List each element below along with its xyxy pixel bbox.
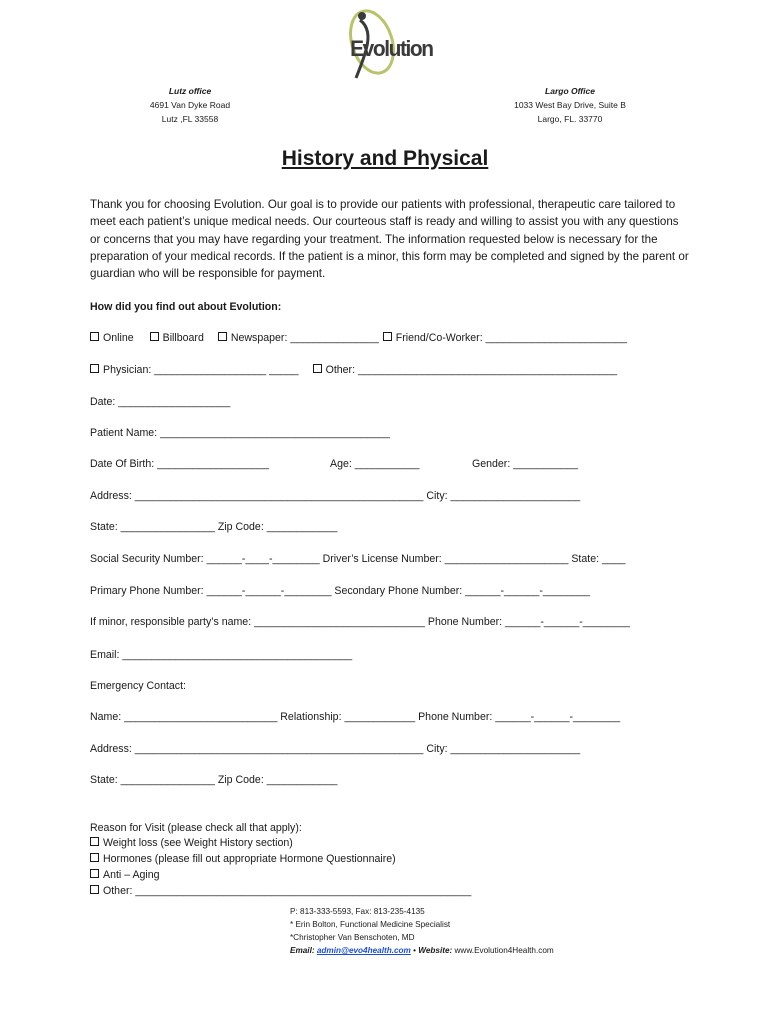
footer-email-label: Email: — [290, 946, 317, 955]
physician-checkbox[interactable] — [90, 364, 99, 373]
weight-checkbox[interactable] — [90, 837, 99, 846]
friend-checkbox[interactable] — [383, 332, 392, 341]
footer-staff-2: *Christopher Van Benschoten, MD — [290, 933, 415, 942]
footer-website[interactable]: www.Evolution4Health.com — [454, 946, 554, 955]
reason-other-option[interactable] — [90, 885, 471, 897]
physician-field[interactable]: Physician: ___________________ _____ — [103, 364, 299, 376]
largo-office-address — [495, 84, 645, 126]
logo-text: Evolution — [350, 36, 433, 61]
anti-aging-label: Anti – Aging — [103, 869, 160, 881]
lutz-office-address — [130, 84, 250, 126]
date-field[interactable]: Date: ___________________ — [90, 396, 231, 408]
hormones-checkbox[interactable] — [90, 853, 99, 862]
newspaper-field[interactable]: Newspaper: _______________ — [230, 332, 379, 344]
footer-staff-1: * Erin Bolton, Functional Medicine Specialist — [290, 920, 451, 929]
intro-paragraph: Thank you for choosing Evolution. Our goal is to provide our patients with professional, therapeutic care tailored to meet each patient’s unique medical needs. Our courteous staff is ready and willing to assist you with any questions or concerns that you may have regarding your treatment. The information requested below is necessary for the preparation of your medical records. If the patient is a minor, this form may be completed and signed by the parent or guardian who will be responsible for payment. — [90, 198, 689, 281]
page-title: History and Physical — [281, 147, 489, 170]
reason-anti-aging-option[interactable] — [90, 869, 160, 881]
largo-office-name: Largo Office — [545, 86, 595, 96]
emergency-state-zip-field[interactable]: State: ________________ Zip Code: ____________ — [90, 774, 338, 786]
emergency-contact-heading: Emergency Contact: — [90, 680, 186, 692]
other-reason-checkbox[interactable] — [90, 885, 99, 894]
footer-contact — [290, 946, 554, 955]
other-referral-checkbox[interactable] — [313, 364, 322, 373]
online-label: Online — [103, 332, 134, 344]
lutz-office-city: Lutz ,FL 33558 — [161, 114, 219, 124]
emergency-contact-field[interactable]: Name: __________________________ Relationship: ____________ Phone Number: ______-______-________ — [90, 711, 621, 723]
anti-aging-checkbox[interactable] — [90, 869, 99, 878]
email-field[interactable]: Email: _______________________________________ — [90, 649, 353, 661]
referral-question: How did you find out about Evolution: — [90, 301, 282, 313]
patient-name-field[interactable]: Patient Name: _______________________________________ — [90, 427, 390, 439]
other-reason-field[interactable]: Other: _________________________________________________________ — [103, 885, 472, 897]
footer-phone-fax: P: 813-333-5593, Fax: 813-235-4135 — [290, 907, 425, 916]
friend-field[interactable]: Friend/Co-Worker: ________________________ — [395, 332, 627, 344]
other-referral-field[interactable]: Other: ____________________________________________ — [325, 364, 618, 376]
lutz-office-name: Lutz office — [168, 86, 212, 96]
reason-heading: Reason for Visit (please check all that apply): — [90, 822, 302, 834]
newspaper-checkbox[interactable] — [218, 332, 227, 341]
largo-office-street: 1033 West Bay Drive, Suite B — [514, 100, 626, 110]
minor-responsible-field[interactable]: If minor, responsible party’s name: _____________________________ Phone Number: ______-______-________ — [90, 616, 630, 628]
reason-hormones-option[interactable] — [90, 853, 396, 865]
largo-office-city: Largo, FL. 33770 — [537, 114, 603, 124]
footer-website-label: Website: — [418, 946, 455, 955]
referral-options-row1 — [90, 332, 627, 344]
footer-email-link[interactable]: admin@evo4health.com — [316, 946, 411, 955]
state-zip-field[interactable]: State: ________________ Zip Code: ____________ — [90, 521, 338, 533]
footer-separator: • — [410, 946, 419, 955]
lutz-office-street: 4691 Van Dyke Road — [149, 100, 231, 110]
hormones-label: Hormones (please fill out appropriate Hormone Questionnaire) — [103, 853, 396, 865]
address-city-field[interactable]: Address: _________________________________________________ City: ______________________ — [90, 490, 581, 502]
billboard-label: Billboard — [162, 332, 204, 344]
referral-options-row2 — [90, 364, 617, 376]
weight-label: Weight loss (see Weight History section) — [103, 837, 293, 849]
age-field[interactable]: Age: ___________ — [330, 458, 420, 470]
phone-numbers-field[interactable]: Primary Phone Number: ______-______-________ Secondary Phone Number: ______-______-________ — [90, 585, 591, 597]
reason-weight-option[interactable] — [90, 837, 293, 849]
gender-field[interactable]: Gender: ___________ — [472, 458, 579, 470]
evolution-logo — [330, 6, 440, 84]
emergency-address-field[interactable]: Address: _________________________________________________ City: ______________________ — [90, 743, 581, 755]
dob-field[interactable]: Date Of Birth: ___________________ — [90, 458, 270, 470]
online-checkbox[interactable] — [90, 332, 99, 341]
billboard-checkbox[interactable] — [150, 332, 159, 341]
ssn-license-field[interactable]: Social Security Number: ______-____-________ Driver’s License Number: _____________________ State: ____ — [90, 553, 626, 565]
